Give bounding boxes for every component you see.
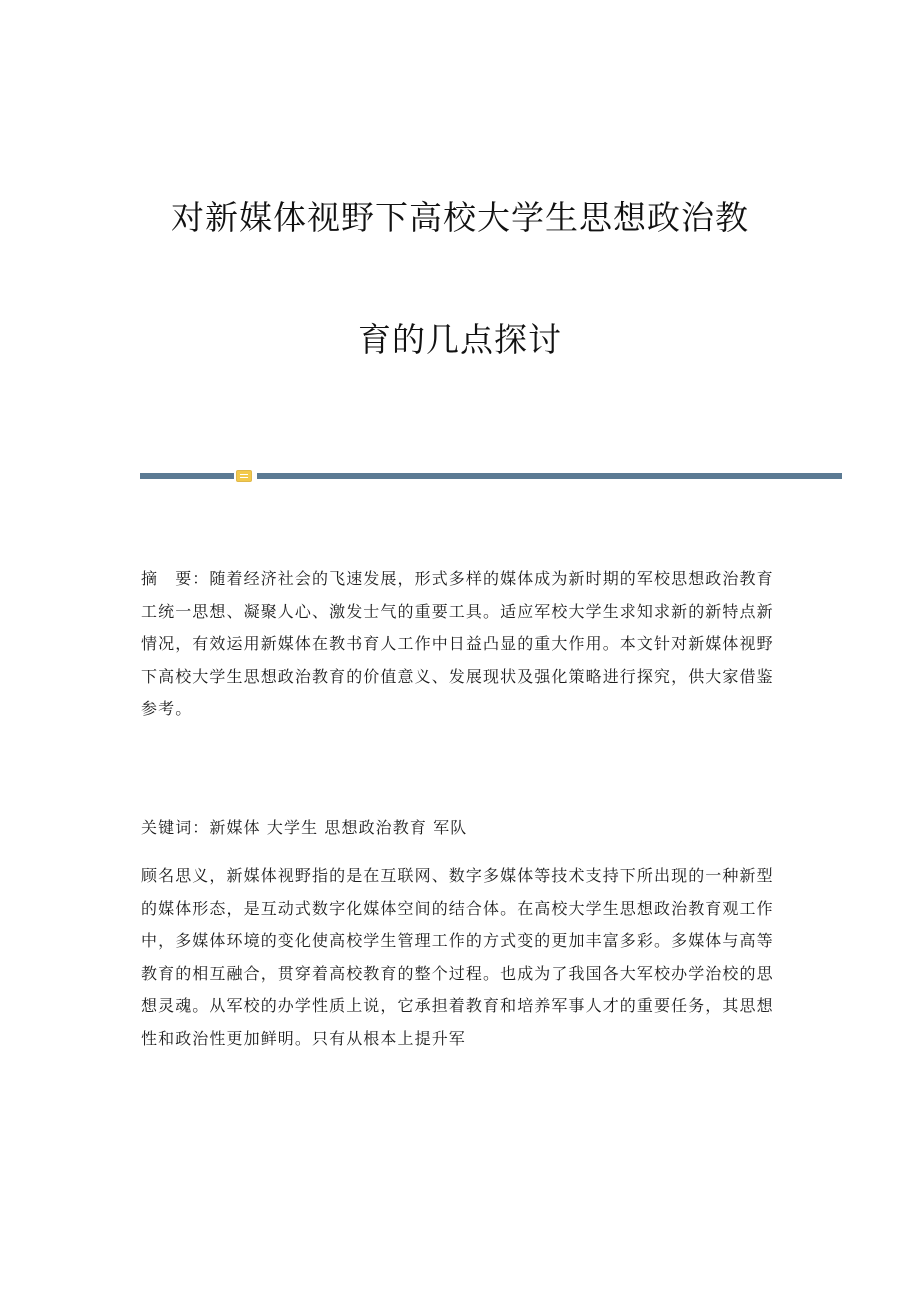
document-title-line-1: 对新媒体视野下高校大学生思想政治教 xyxy=(171,198,749,237)
divider-bar-left xyxy=(140,473,234,479)
abstract-paragraph: 摘 要：随着经济社会的飞速发展，形式多样的媒体成为新时期的军校思想政治教育工统一思想、凝聚人心、激发士气的重要工具。适应军校大学生求知求新的新特点新情况，有效运用新媒体在教书育人工作中日益凸显的重大作用。本文针对新媒体视野下高校大学生思想政治教育的价值意义、发展现状及强化策略进行探究，供大家借鉴参考。 xyxy=(141,569,774,719)
body-paragraph-1: 顾名思义，新媒体视野指的是在互联网、数字多媒体等技术支持下所出现的一种新型的媒体形态，是互动式数字化媒体空间的结合体。在高校大学生思想政治教育观工作中，多媒体环境的变化使高校学生管理工作的方式变的更加丰富多彩。多媒体与高等教育的相互融合，贯穿着高校教育的整个过程。也成为了我国各大军校办学治校的思想灵魂。从军校的办学性质上说，它承担着教育和培养军事人才的重要任务，其思想性和政治性更加鲜明。只有从根本上提升军 xyxy=(141,866,774,1048)
divider-bar-right xyxy=(257,473,842,479)
document-title-line-2: 育的几点探讨 xyxy=(358,320,562,359)
envelope-emblem-icon xyxy=(236,470,252,482)
title-divider xyxy=(140,470,842,482)
keywords-line: 关键词：新媒体 大学生 思想政治教育 军队 xyxy=(141,818,468,837)
